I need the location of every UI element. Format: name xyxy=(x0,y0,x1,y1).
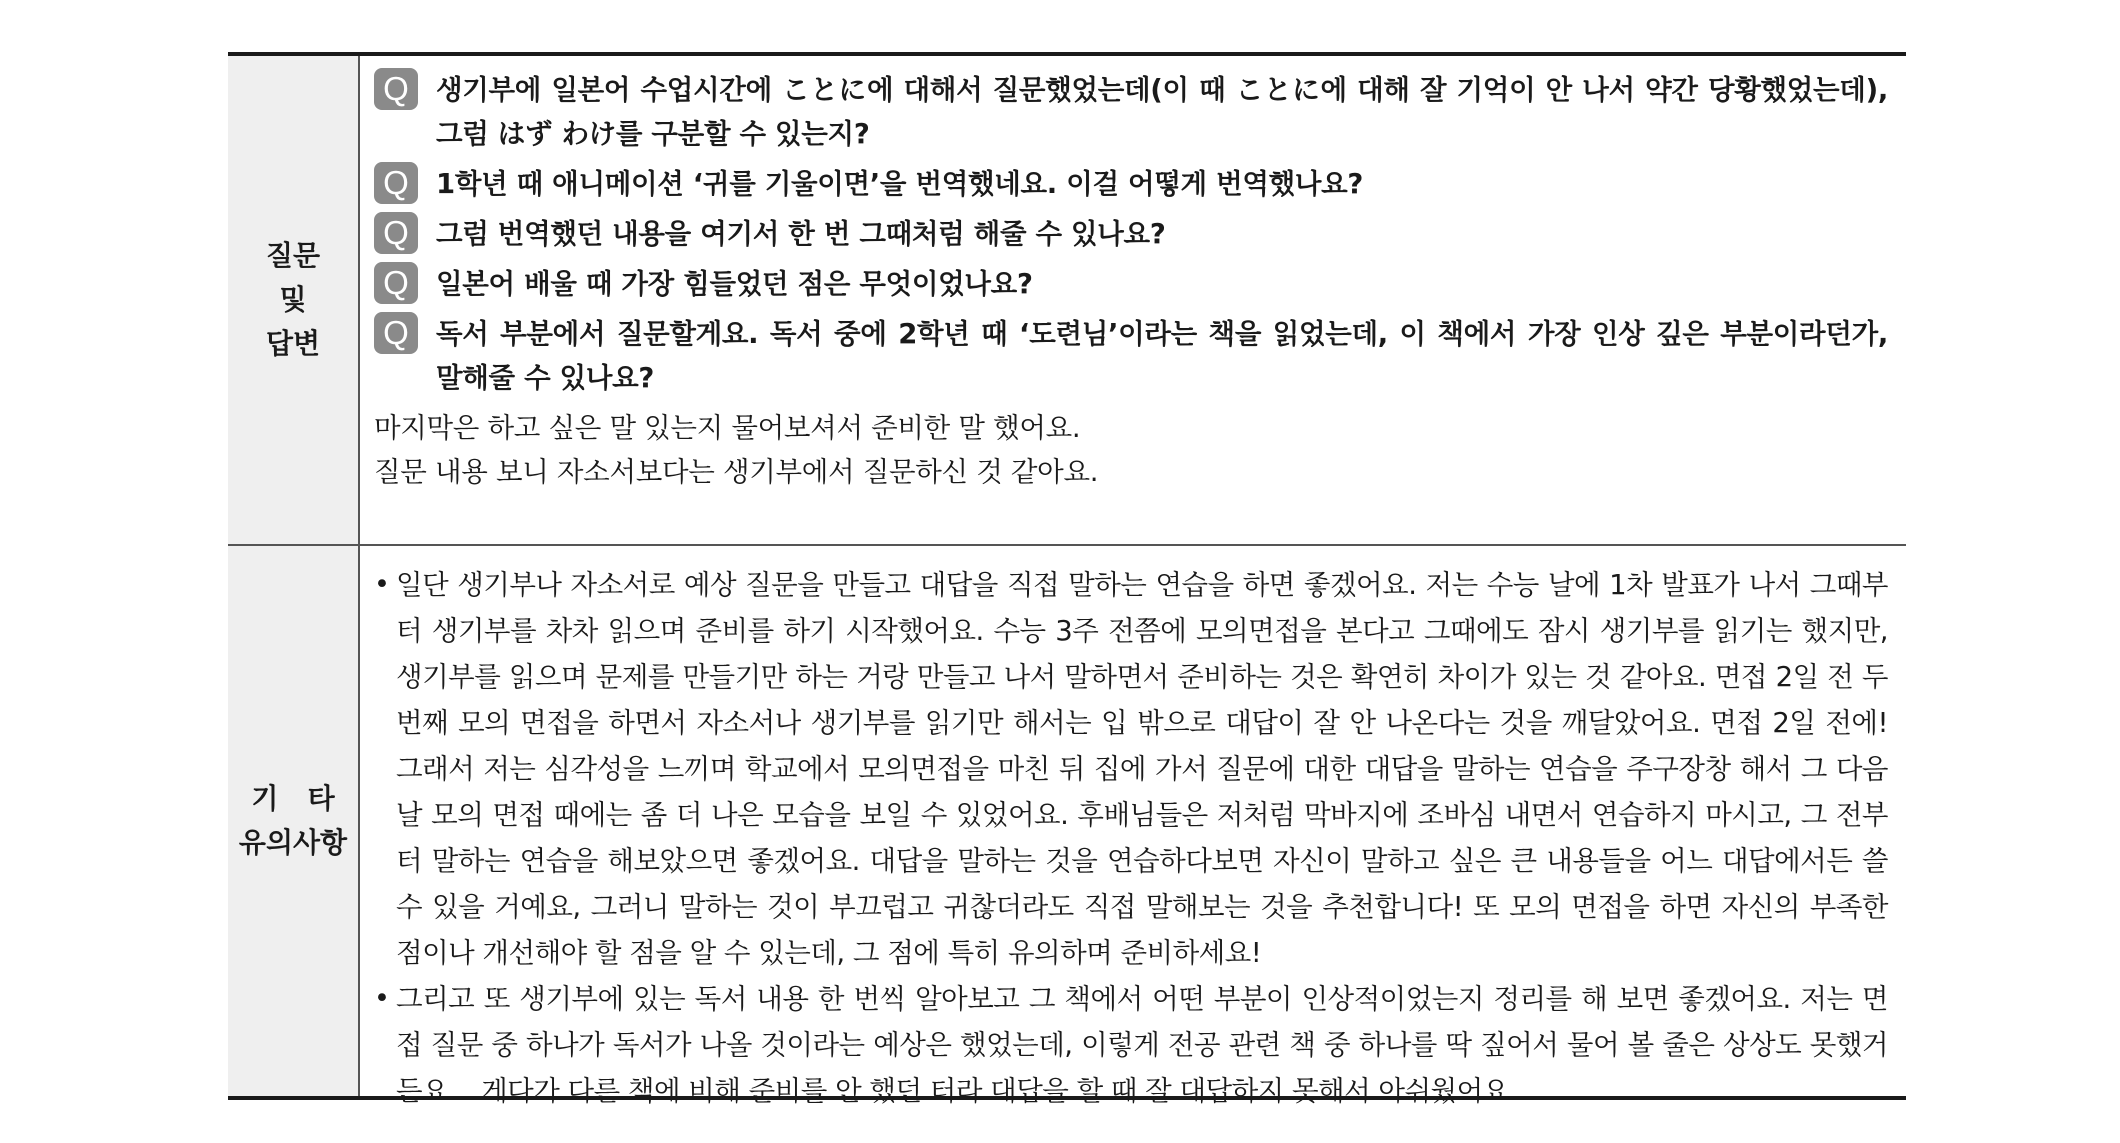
qa-content-cell xyxy=(360,56,1906,544)
qa-row xyxy=(228,56,1906,544)
q-badge-icon: Q xyxy=(374,162,418,204)
q-badge-icon: Q xyxy=(374,262,418,304)
qa-label-cell xyxy=(228,56,360,544)
tips-content-cell xyxy=(360,546,1906,1107)
qa-label-line: 질문 xyxy=(265,239,321,272)
tip-item xyxy=(374,976,1888,1114)
tip-text: 일단 생기부나 자소서로 예상 질문을 만들고 대답을 직접 말하는 연습을 하면 좋겠어요. 저는 수능 날에 1차 발표가 나서 그때부터 생기부를 차차 읽으며 준비를 하기 시작했어요. 수능 3주 전쯤에 모의면접을 본다고 그때에도 잠시 생기부를 읽기는 했지만, 생기부를 읽으며 문제를 만들기만 하는 거랑 만들고 나서 말하면서 준비하는 것은 확연히 차이가 있는 것 같아요. 면접 2일 전 두 번째 모의 면접을 하면서 자소서나 생기부를 읽기만 해서는 입 밖으로 대답이 잘 안 나온다는 것을 깨달았어요. 면접 2일 전에! 그래서 저는 심각성을 느끼며 학교에서 모의면접을 마친 뒤 집에 가서 질문에 대한 대답을 말하는 연습을 주구장창 해서 그 다음날 모의 면접 때에는 좀 더 나은 모습을 보일 수 있었어요. 후배님들은 저처럼 막바지에 조바심 내면서 연습하지 마시고, 그 전부터 말하는 연습을 해보았으면 좋겠어요. 대답을 말하는 것을 연습하다보면 자신이 말하고 싶은 큰 내용들을 어느 대답에서든 쓸 수 있을 거예요, 그러니 말하는 것이 부끄럽고 귀찮더라도 직접 말해보는 것을 추천합니다! 또 모의 면접을 하면 자신의 부족한 점이나 개선해야 할 점을 알 수 있는데, 그 점에 특히 유의하며 준비하세요! xyxy=(396,569,1888,969)
qa-label-line: 및 xyxy=(279,283,307,316)
q-badge-icon: Q xyxy=(374,312,418,354)
question-text: 일본어 배울 때 가장 힘들었던 점은 무엇이었나요? xyxy=(436,268,1033,300)
question-text: 생기부에 일본어 수업시간에 ことに에 대해서 질문했었는데(이 때 ことに에 대해 잘 기억이 안 나서 약간 당황했었는데), 그럼 はず わけ를 구분할 수 있는지? xyxy=(436,74,1888,150)
qa-note: 질문 내용 보니 자소서보다는 생기부에서 질문하신 것 같아요. xyxy=(374,456,1099,488)
question-text: 1학년 때 애니메이션 ‘귀를 기울이면’을 번역했네요. 이걸 어떻게 번역했나요? xyxy=(436,168,1364,200)
question-item xyxy=(374,262,1888,306)
tips-label-cell xyxy=(228,546,360,1096)
question-item xyxy=(374,162,1888,206)
question-item xyxy=(374,312,1888,400)
question-item xyxy=(374,68,1888,156)
q-badge-icon: Q xyxy=(374,68,418,110)
tips-label-line: 기 타 xyxy=(251,782,335,815)
bullet-icon: • xyxy=(374,983,390,1014)
qa-label xyxy=(266,234,320,366)
question-text: 그럼 번역했던 내용을 여기서 한 번 그때처럼 해줄 수 있나요? xyxy=(436,218,1166,250)
qa-note: 마지막은 하고 싶은 말 있는지 물어보셔서 준비한 말 했어요. xyxy=(374,412,1081,444)
tip-text: 그리고 또 생기부에 있는 독서 내용 한 번씩 알아보고 그 책에서 어떤 부분이 인상적이었는지 정리를 해 보면 좋겠어요. 저는 면접 질문 중 하나가 독서가 나올 것이라는 예상은 했었는데, 이렇게 전공 관련 책 중 하나를 딱 짚어서 물어 볼 줄은 상상도 못했거든요... 게다가 다른 책에 비해 준비를 안 했던 터라 대답을 할 때 잘 대답하지 못해서 아쉬웠어요. xyxy=(396,983,1888,1107)
question-item xyxy=(374,212,1888,256)
qa-label-line: 답변 xyxy=(265,327,321,360)
tip-item xyxy=(374,562,1888,976)
bullet-icon: • xyxy=(374,569,390,600)
question-text: 독서 부분에서 질문할게요. 독서 중에 2학년 때 ‘도련님’이라는 책을 읽었는데, 이 책에서 가장 인상 깊은 부분이라던가, 말해줄 수 있나요? xyxy=(436,318,1888,394)
tips-label xyxy=(239,777,347,865)
tips-label-line: 유의사항 xyxy=(238,826,348,859)
interview-table xyxy=(228,52,1906,1107)
q-badge-icon: Q xyxy=(374,212,418,254)
tips-row xyxy=(228,544,1906,1107)
